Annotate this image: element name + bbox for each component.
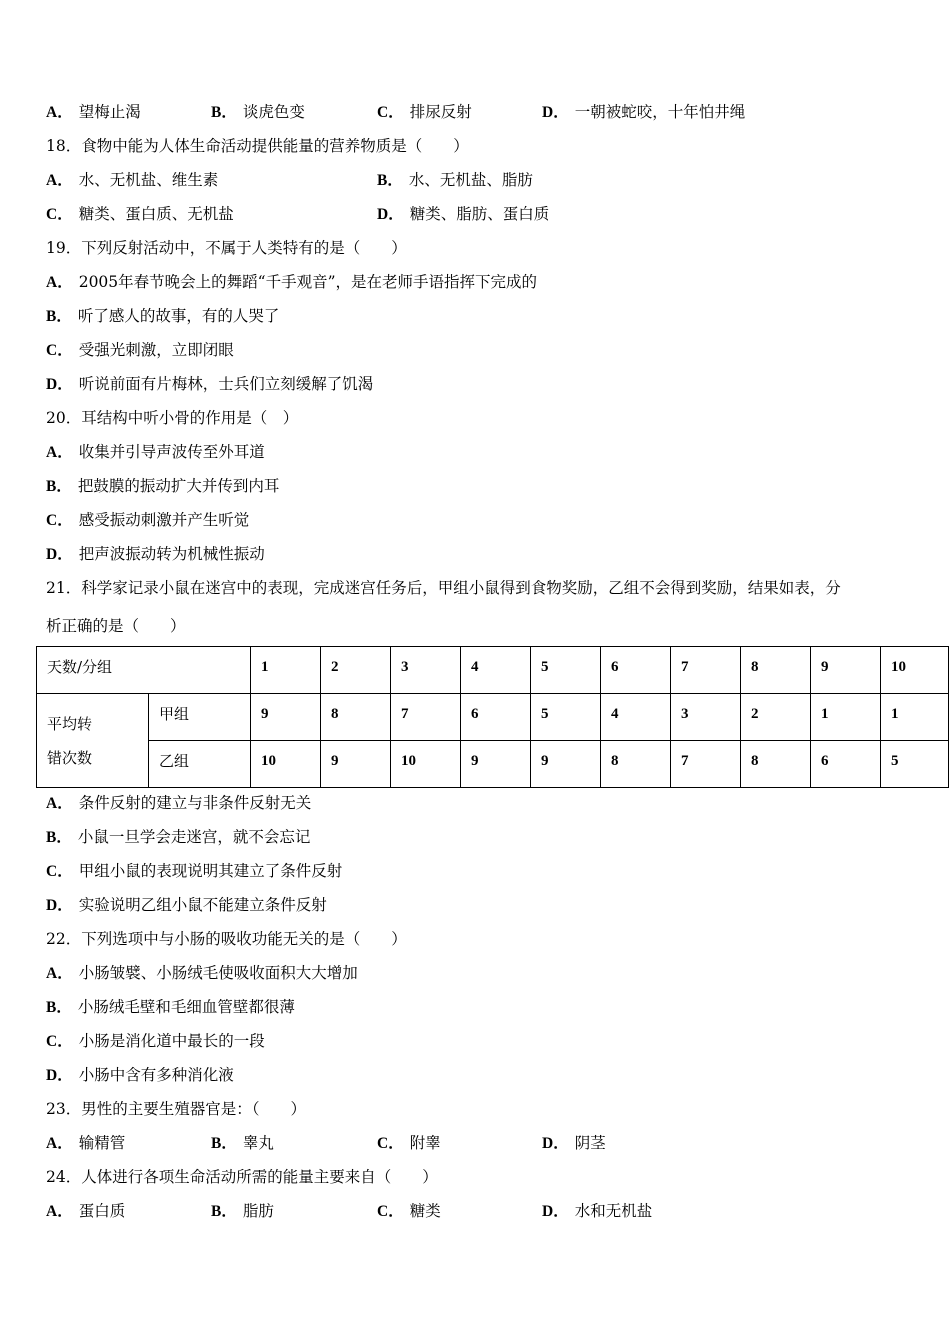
- value-cell: 4: [601, 694, 671, 741]
- value-cell: 8: [321, 694, 391, 741]
- q22-option-a: A． 小肠皱襞、小肠绒毛使吸收面积大大增加: [46, 964, 358, 982]
- q23-option-c: C． 附睾: [377, 1134, 441, 1152]
- q17-option-d: D． 一朝被蛇咬，十年怕井绳: [542, 103, 746, 121]
- table-row-group-a: [37, 694, 949, 741]
- q23-option-b: B． 睾丸: [211, 1134, 274, 1152]
- q20-option-c: C． 感受振动刺激并产生听觉: [46, 511, 250, 529]
- value-cell: 8: [741, 741, 811, 788]
- q19-option-b: B． 听了感人的故事，有的人哭了: [46, 307, 280, 325]
- value-cell: 2: [741, 694, 811, 741]
- day-cell: 10: [881, 647, 949, 694]
- day-cell: 7: [671, 647, 741, 694]
- q21-option-d: D． 实验说明乙组小鼠不能建立条件反射: [46, 896, 327, 914]
- day-cell: 9: [811, 647, 881, 694]
- q23-option-a: A． 输精管: [46, 1134, 126, 1152]
- q21-option-a: A． 条件反射的建立与非条件反射无关: [46, 794, 312, 812]
- value-cell: 7: [671, 741, 741, 788]
- q23-stem: 23．男性的主要生殖器官是：（ ）: [46, 1100, 306, 1118]
- table-row-group-b: [37, 741, 949, 788]
- value-cell: 9: [531, 741, 601, 788]
- table-header-row: [37, 647, 949, 694]
- q20-option-d: D． 把声波振动转为机械性振动: [46, 545, 265, 563]
- q22-option-b: B． 小肠绒毛壁和毛细血管壁都很薄: [46, 998, 295, 1016]
- q24-option-a: A． 蛋白质: [46, 1202, 126, 1220]
- day-cell: 8: [741, 647, 811, 694]
- q21-option-b: B． 小鼠一旦学会走迷宫，就不会忘记: [46, 828, 311, 846]
- q18-option-c: C． 糖类、蛋白质、无机盐: [46, 205, 234, 223]
- value-cell: 6: [461, 694, 531, 741]
- q24-stem: 24．人体进行各项生命活动所需的能量主要来自（ ）: [46, 1168, 438, 1186]
- day-cell: 1: [251, 647, 321, 694]
- value-cell: 5: [881, 741, 949, 788]
- q20-option-a: A． 收集并引导声波传至外耳道: [46, 443, 265, 461]
- day-cell: 2: [321, 647, 391, 694]
- value-cell: 9: [321, 741, 391, 788]
- q23-option-d: D． 阴茎: [542, 1134, 606, 1152]
- row-label-line2: 错次数: [47, 748, 93, 767]
- value-cell: 1: [811, 694, 881, 741]
- value-cell: 9: [461, 741, 531, 788]
- day-cell: 5: [531, 647, 601, 694]
- q22-option-c: C． 小肠是消化道中最长的一段: [46, 1032, 265, 1050]
- maze-results-table: [36, 646, 949, 788]
- value-cell: 7: [391, 694, 461, 741]
- q17-option-c: C． 排尿反射: [377, 103, 472, 121]
- value-cell: 10: [251, 741, 321, 788]
- q20-stem: 20．耳结构中听小骨的作用是（ ）: [46, 409, 299, 427]
- value-cell: 9: [251, 694, 321, 741]
- q19-option-d: D． 听说前面有片梅林，士兵们立刻缓解了饥渴: [46, 375, 374, 393]
- day-cell: 3: [391, 647, 461, 694]
- q18-stem: 18．食物中能为人体生命活动提供能量的营养物质是（ ）: [46, 137, 469, 155]
- day-cell: 6: [601, 647, 671, 694]
- day-cell: 4: [461, 647, 531, 694]
- q18-option-b: B． 水、无机盐、脂肪: [377, 171, 533, 189]
- value-cell: 3: [671, 694, 741, 741]
- row-label-cell: [37, 694, 149, 788]
- q24-option-c: C． 糖类: [377, 1202, 441, 1220]
- q20-option-b: B． 把鼓膜的振动扩大并传到内耳: [46, 477, 280, 495]
- value-cell: 5: [531, 694, 601, 741]
- value-cell: 8: [601, 741, 671, 788]
- row-label-line1: 平均转: [47, 714, 93, 733]
- q24-option-d: D． 水和无机盐: [542, 1202, 653, 1220]
- q19-option-c: C． 受强光刺激，立即闭眼: [46, 341, 234, 359]
- q17-option-b: B． 谈虎色变: [211, 103, 305, 121]
- q21-stem-line1: 21．科学家记录小鼠在迷宫中的表现，完成迷宫任务后，甲组小鼠得到食物奖励，乙组不会得到奖励，结果如表，分: [46, 579, 841, 597]
- q19-stem: 19．下列反射活动中，不属于人类特有的是（ ）: [46, 239, 407, 257]
- group-b-name-cell: 乙组: [149, 741, 251, 788]
- value-cell: 6: [811, 741, 881, 788]
- q18-option-d: D． 糖类、脂肪、蛋白质: [377, 205, 550, 223]
- value-cell: 10: [391, 741, 461, 788]
- value-cell: 1: [881, 694, 949, 741]
- q18-option-a: A． 水、无机盐、维生素: [46, 171, 219, 189]
- group-a-name-cell: 甲组: [149, 694, 251, 741]
- q19-option-a: A． 2005年春节晚会上的舞蹈“千手观音”，是在老师手语指挥下完成的: [46, 273, 537, 291]
- q22-stem: 22．下列选项中与小肠的吸收功能无关的是（ ）: [46, 930, 407, 948]
- q22-option-d: D． 小肠中含有多种消化液: [46, 1066, 234, 1084]
- q17-option-a: A． 望梅止渴: [46, 103, 141, 121]
- q21-stem-line2: 析正确的是（ ）: [46, 617, 186, 635]
- q24-option-b: B． 脂肪: [211, 1202, 274, 1220]
- header-label-cell: 天数/分组: [37, 647, 251, 694]
- q21-option-c: C． 甲组小鼠的表现说明其建立了条件反射: [46, 862, 343, 880]
